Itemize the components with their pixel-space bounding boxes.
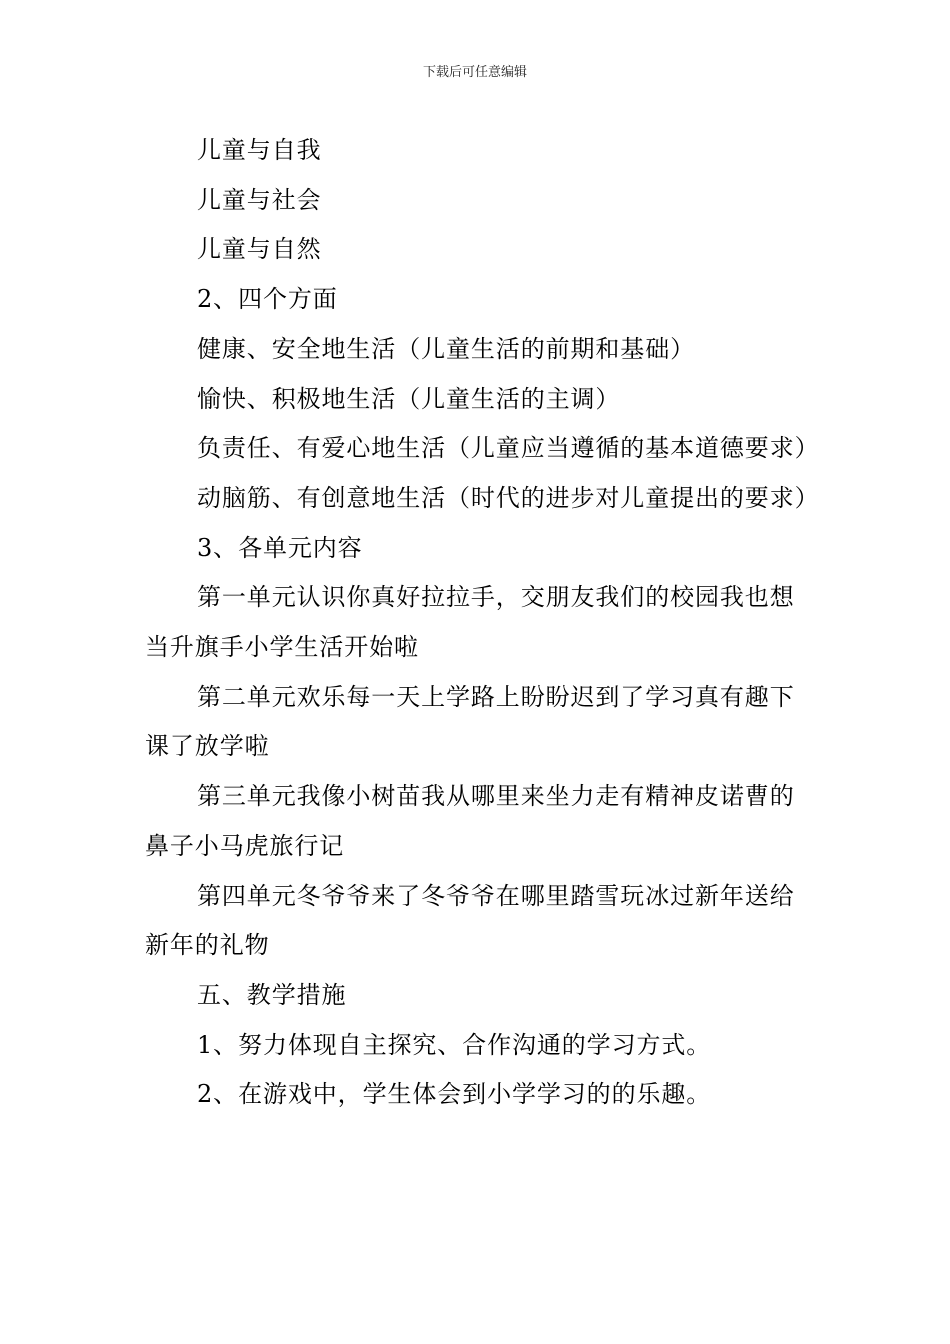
page-header: 下载后可任意编辑 bbox=[422, 65, 527, 80]
section-heading: 2、四个方面 bbox=[197, 285, 338, 314]
paragraph: 儿童与社会 bbox=[197, 185, 322, 214]
paragraph: 健康、安全地生活（儿童生活的前期和基础） bbox=[197, 334, 695, 363]
paragraph: 儿童与自我 bbox=[197, 136, 322, 164]
paragraph: 第四单元冬爷爷来了冬爷爷在哪里踏雪玩冰过新年送给新年的礼物 bbox=[145, 881, 795, 960]
section-heading: 五、教学措施 bbox=[197, 980, 347, 1009]
paragraph: 2、在游戏中，学生体会到小学学习的的乐趣。 bbox=[197, 1080, 712, 1109]
section-heading: 3、各单元内容 bbox=[197, 533, 363, 562]
document-body bbox=[145, 126, 820, 1120]
paragraph: 动脑筋、有创意地生活（时代的进步对儿童提出的要求） bbox=[197, 483, 820, 512]
paragraph: 1、努力体现自主探究、合作沟通的学习方式。 bbox=[197, 1030, 712, 1059]
paragraph: 负责任、有爱心地生活（儿童应当遵循的基本道德要求） bbox=[197, 434, 820, 463]
paragraph: 第一单元认识你真好拉拉手，交朋友我们的校园我也想当升旗手小学生活开始啦 bbox=[145, 583, 795, 662]
paragraph: 第二单元欢乐每一天上学路上盼盼迟到了学习真有趣下课了放学啦 bbox=[145, 682, 795, 761]
paragraph: 愉快、积极地生活（儿童生活的主调） bbox=[197, 384, 621, 413]
paragraph: 第三单元我像小树苗我从哪里来坐力走有精神皮诺曹的鼻子小马虎旅行记 bbox=[145, 782, 795, 860]
paragraph: 儿童与自然 bbox=[197, 235, 322, 264]
